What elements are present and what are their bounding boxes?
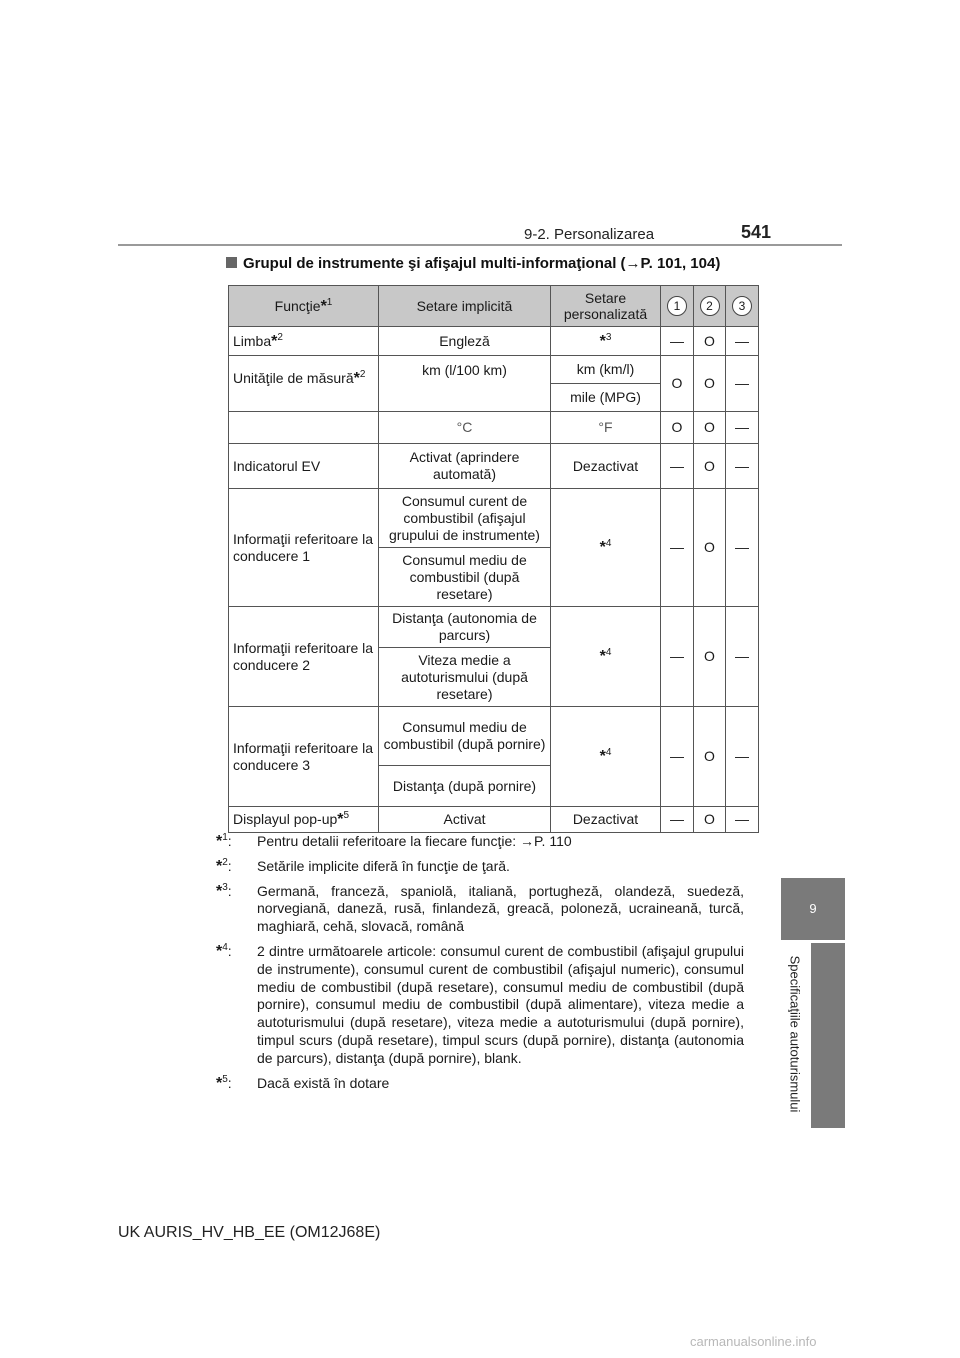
table-row [229, 807, 759, 833]
header-col3 [726, 286, 759, 327]
table-row [229, 707, 759, 766]
table-row [229, 356, 759, 384]
cell-c3: — [726, 807, 759, 833]
cell-c2: O [694, 607, 726, 707]
cell-custom: Dezactivat [551, 807, 661, 833]
footnote: *$^2$: Setările implicite diferă în funcţie de ţară. [216, 856, 510, 875]
cell-c3: — [726, 327, 759, 356]
cell-c2: O [694, 489, 726, 607]
footnotes [216, 833, 744, 1099]
cell-c1: — [661, 489, 694, 607]
table-row [229, 327, 759, 356]
cell-c1: O [661, 356, 694, 412]
cell-default: Engleză [379, 327, 551, 356]
chapter-bar [811, 943, 845, 1128]
cell-function: Informaţii referitoare la conducere 1 [229, 489, 379, 607]
cell-function-empty [229, 412, 379, 444]
cell-function: Informaţii referitoare la conducere 3 [229, 707, 379, 807]
chapter-tab: 9 [781, 878, 845, 940]
cell-c2: O [694, 327, 726, 356]
circled-number-1: 1 [667, 296, 687, 316]
cell-default: Activat [379, 807, 551, 833]
cell-function: Unităţile de măsură*$^2$ [229, 356, 379, 412]
cell-c2: O [694, 807, 726, 833]
cell-function: Informaţii referitoare la conducere 2 [229, 607, 379, 707]
cell-c2: O [694, 444, 726, 489]
cell-c3: — [726, 707, 759, 807]
circled-number-2: 2 [700, 296, 720, 316]
cell-custom: km (km/l) [551, 356, 661, 384]
footnote: *$^5$: Dacă există în dotare [216, 1073, 390, 1092]
footnote: *$^3$: Germană, franceză, spaniolă, italiană, portugheză, olandeză, suedeză, norvegiană, daneză, rusă, finlandeză, greacă, poloneză, ucraineană, turcă, maghiară, cehă, slovacă, română [216, 881, 744, 935]
cell-function: Displayul pop-up*$^5$ [229, 807, 379, 833]
footnote: *$^4$: 2 dintre următoarele articole: consumul curent de combustibil (afişajul grupului de instrumente), consumul curent de combustibil (afişajul numeric), consumul mediu de combustibil (după resetare), consumul mediu de combustibil (după pornire), consumul mediu de combustibil (după alimentare), viteza medie a autoturismului (după resetare), viteza medie a autoturismului (după pornire), timpul scurs (după resetare), timpul scurs (după pornire), distanţa (autonomia de parcurs), distanţa (după pornire), blank. [216, 941, 744, 1066]
square-bullet-icon [226, 257, 237, 268]
cell-c2: O [694, 707, 726, 807]
header-function: Funcţie*$^1$ [229, 286, 379, 327]
cell-c3: — [726, 489, 759, 607]
cell-custom: *$^3$ [551, 327, 661, 356]
settings-table [228, 285, 759, 833]
cell-c3: — [726, 607, 759, 707]
footnote: *$^1$: Pentru detalii referitoare la fiecare funcţie: →P. 110 [216, 832, 572, 850]
header-col2 [694, 286, 726, 327]
cell-default: km (l/100 km) [379, 356, 551, 412]
cell-c3: — [726, 356, 759, 412]
header-default: Setare implicită [379, 286, 551, 327]
cell-default: Distanţa (autonomia de parcurs) [379, 607, 551, 648]
cell-c2: O [694, 356, 726, 412]
cell-default: Viteza medie a autoturismului (după resetare) [379, 648, 551, 707]
cell-c3: — [726, 444, 759, 489]
cell-c1: — [661, 807, 694, 833]
table-row [229, 607, 759, 648]
cell-default: °C [379, 412, 551, 444]
cell-c1: — [661, 444, 694, 489]
header-section-title: 9-2. Personalizarea [524, 226, 655, 243]
header-rule [118, 244, 842, 246]
cell-c1: — [661, 607, 694, 707]
cell-function: Limba*$^2$ [229, 327, 379, 356]
cell-c1: O [661, 412, 694, 444]
cell-c2: O [694, 412, 726, 444]
cell-default: Activat (aprindere automată) [379, 444, 551, 489]
cell-function: Indicatorul EV [229, 444, 379, 489]
cell-custom: °F [551, 412, 661, 444]
watermark: carmanualsonline.info [690, 1334, 817, 1349]
header-custom: Setare personalizată [551, 286, 661, 327]
cell-custom: mile (MPG) [551, 384, 661, 412]
page-number: 541 [741, 222, 772, 242]
header-col1 [661, 286, 694, 327]
cell-custom: *$^4$ [551, 607, 661, 707]
table-header-row [229, 286, 759, 327]
section-title [226, 255, 720, 272]
cell-custom: Dezactivat [551, 444, 661, 489]
cell-default: Consumul mediu de combustibil (după pornire) [379, 707, 551, 766]
chapter-label: Specificaţiile autoturismului [787, 955, 803, 1113]
table-row [229, 444, 759, 489]
cell-custom: *$^4$ [551, 489, 661, 607]
section-title-text: Grupul de instrumente şi afişajul multi-informaţional (→P. 101, 104) [243, 255, 721, 272]
table-row [229, 489, 759, 548]
cell-default: Consumul curent de combustibil (afişajul grupului de instrumente) [379, 489, 551, 548]
cell-c3: — [726, 412, 759, 444]
cell-custom: *$^4$ [551, 707, 661, 807]
cell-default: Consumul mediu de combustibil (după resetare) [379, 548, 551, 607]
cell-c1: — [661, 327, 694, 356]
cell-default: Distanţa (după pornire) [379, 766, 551, 807]
circled-number-3: 3 [732, 296, 752, 316]
footer-code: UK AURIS_HV_HB_EE (OM12J68E) [118, 1224, 381, 1241]
cell-c1: — [661, 707, 694, 807]
table-row [229, 412, 759, 444]
